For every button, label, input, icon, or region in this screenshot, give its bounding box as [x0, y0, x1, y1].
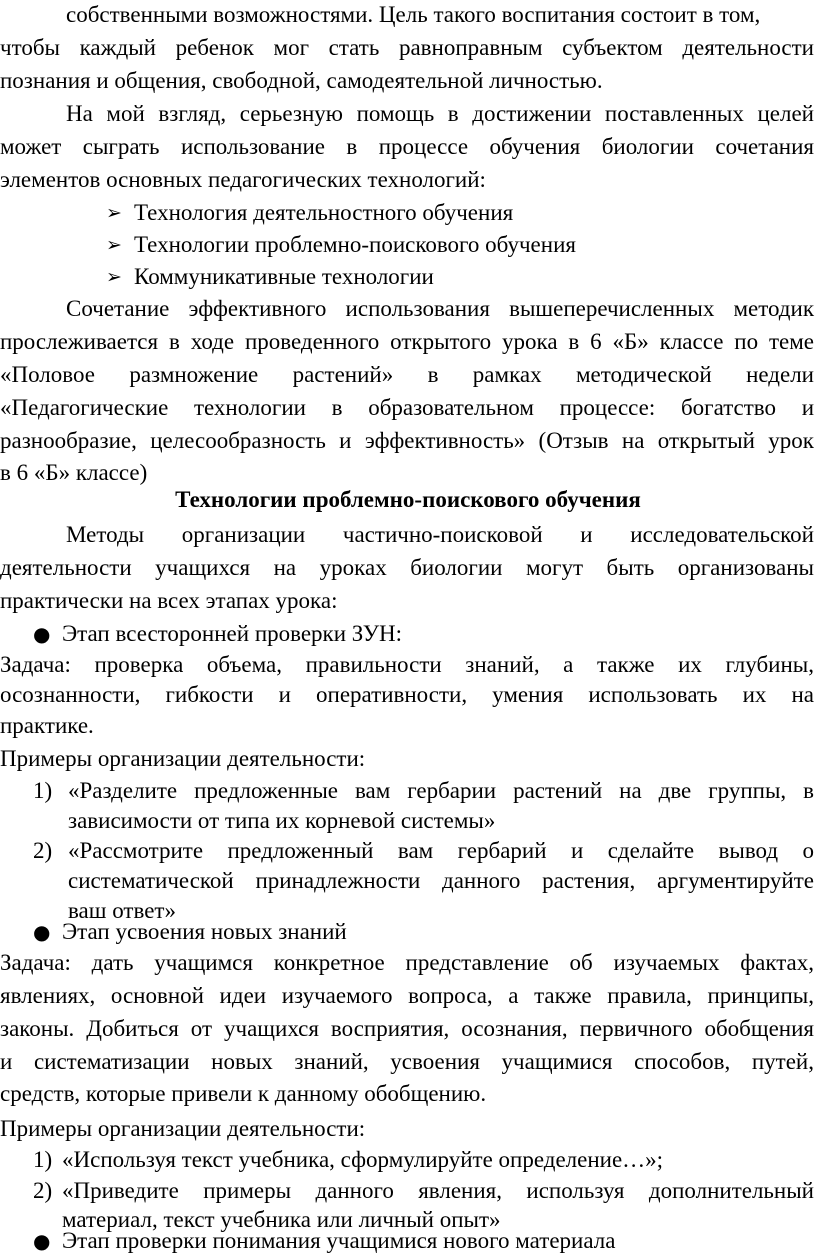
arrowhead-bullet-icon: ➢ — [106, 266, 122, 288]
paragraph-line: собственными возможностями. Цель такого воспитания состоит в том, — [66, 2, 761, 27]
paragraph-line: практически на всех этапах урока: — [0, 588, 338, 613]
example-line: «Разделите предложенные вам гербарии растений на две группы, в — [68, 778, 814, 803]
list-number: 1) — [33, 778, 53, 803]
paragraph-line: в 6 «Б» классе) — [0, 460, 148, 485]
example-line: ваш ответ» — [68, 898, 176, 923]
task-line: средств, которые привели к данному обобщению. — [0, 1081, 487, 1106]
paragraph-line: деятельности учащихся на уроках биологии могут быть организованы — [0, 555, 814, 580]
list-item: Технологии проблемно-поискового обучения — [134, 232, 576, 257]
paragraph-line: элементов основных педагогических технологий: — [0, 167, 486, 192]
paragraph-line: «Половое размножение растений» в рамках методической недели — [0, 362, 814, 387]
paragraph-line: Методы организации частично-поисковой и исследовательской — [66, 522, 814, 547]
list-item: Коммуникативные технологии — [134, 264, 434, 289]
paragraph-line: «Педагогические технологии в образовательном процессе: богатство и — [0, 395, 814, 420]
task-line: практике. — [0, 713, 94, 738]
stage-title: Этап проверки понимания учащимися нового материала — [62, 1228, 616, 1253]
round-bullet-icon: ● — [33, 1229, 51, 1253]
task-line: законы. Добиться от учащихся восприятия, осознания, первичного обобщения — [0, 1016, 814, 1041]
task-line: осознанности, гибкости и оперативности, умения использовать их на — [0, 682, 814, 707]
task-line: явлениях, основной идеи изучаемого вопроса, а также правила, принципы, — [0, 983, 814, 1008]
list-item: Технология деятельностного обучения — [134, 200, 514, 225]
example-line: «Используя текст учебника, сформулируйте определение…»; — [62, 1147, 664, 1172]
round-bullet-icon: ● — [33, 622, 51, 646]
stage-title: Этап усвоения новых знаний — [62, 919, 347, 944]
paragraph-line: разнообразие, целесообразность и эффективность» (Отзыв на открытый урок — [0, 428, 814, 453]
example-line: материал, текст учебника или личный опыт» — [62, 1207, 501, 1232]
list-number: 1) — [33, 1147, 53, 1172]
round-bullet-icon: ● — [33, 920, 51, 944]
paragraph-line: может сыграть использование в процессе обучения биологии сочетания — [0, 134, 814, 159]
list-number: 2) — [33, 1178, 53, 1203]
example-line: зависимости от типа их корневой системы» — [68, 808, 496, 833]
arrowhead-bullet-icon: ➢ — [106, 202, 122, 224]
example-line: «Приведите примеры данного явления, используя дополнительный — [62, 1178, 814, 1203]
list-number: 2) — [33, 838, 53, 863]
task-line: и систематизации новых знаний, усвоения учащимися способов, путей, — [0, 1049, 814, 1074]
paragraph-line: прослеживается в ходе проведенного открытого урока в 6 «Б» классе по теме — [0, 329, 814, 354]
section-heading: Технологии проблемно-поискового обучения — [175, 487, 641, 512]
example-line: систематической принадлежности данного растения, аргументируйте — [68, 868, 814, 893]
task-line: Задача: проверка объема, правильности знаний, а также их глубины, — [0, 652, 814, 677]
paragraph-line: На мой взгляд, серьезную помощь в достижении поставленных целей — [66, 101, 814, 126]
examples-label: Примеры организации деятельности: — [0, 746, 366, 771]
example-line: «Рассмотрите предложенный вам гербарий и сделайте вывод о — [68, 838, 814, 863]
examples-label: Примеры организации деятельности: — [0, 1116, 366, 1141]
arrowhead-bullet-icon: ➢ — [106, 234, 122, 256]
paragraph-line: Сочетание эффективного использования вышеперечисленных методик — [66, 296, 814, 321]
paragraph-line: чтобы каждый ребенок мог стать равноправным субъектом деятельности — [0, 35, 814, 60]
paragraph-line: познания и общения, свободной, самодеятельной личностью. — [0, 68, 603, 93]
stage-title: Этап всесторонней проверки ЗУН: — [62, 621, 403, 646]
task-line: Задача: дать учащимся конкретное представление об изучаемых фактах, — [0, 950, 814, 975]
